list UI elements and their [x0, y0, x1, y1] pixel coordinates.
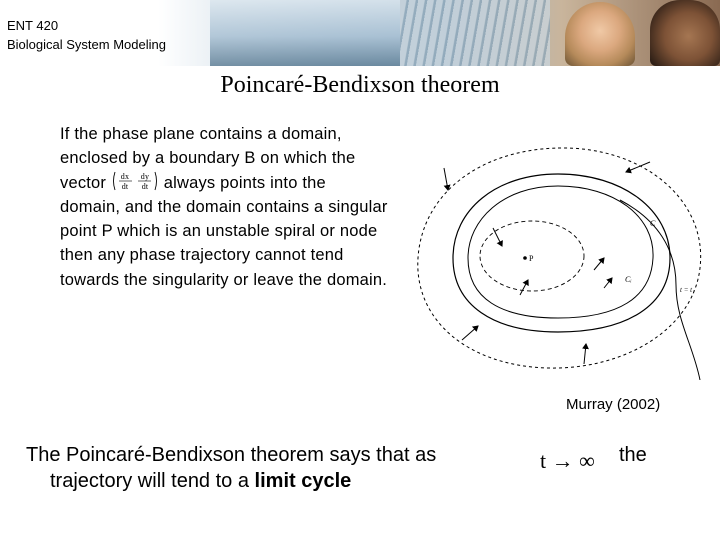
limit-expression-text: t → ∞: [540, 448, 595, 473]
vector-arrow-8: [604, 278, 612, 288]
course-name: Biological System Modeling: [7, 37, 166, 52]
header-banner: [0, 0, 720, 66]
conclusion-text: [26, 442, 436, 494]
singular-point-p: [523, 256, 527, 260]
phase-plane-diagram: [408, 140, 720, 380]
course-code: ENT 420: [7, 18, 59, 33]
vector-dx-dy-icon: [111, 170, 159, 192]
header-photo-sky: [210, 0, 400, 66]
limit-cycle-term: limit cycle: [254, 470, 352, 492]
vector-arrow-5: [493, 228, 502, 246]
conclusion-line-2-prefix: trajectory will tend to a: [50, 470, 249, 492]
header-photo-person-1: [565, 2, 635, 66]
figure-credit: Murray (2002): [566, 396, 661, 413]
conclusion-line-2: [26, 468, 436, 494]
vector-arrow-7: [520, 280, 528, 295]
theorem-statement: [60, 122, 390, 292]
outer-curve-c: [453, 174, 670, 332]
statement-part-1: If the phase plane contains a domain, enclosed by a boundary B on which the vector: [60, 125, 356, 192]
vector-dt-1: dt: [121, 182, 129, 192]
limit-expression: [538, 444, 614, 474]
header-photo-person-2: [650, 0, 720, 66]
boundary-curve-b: [418, 148, 701, 368]
label-p: P: [529, 254, 534, 263]
vector-dx: dx: [120, 172, 130, 182]
statement-part-2: always points into the domain, and the domain contains a singular point P which is an unstable spiral or node then any phase trajectory cannot tend towards the singularity or leave the domain.: [60, 173, 388, 289]
label-c: C: [650, 219, 656, 228]
label-t: t = t₁: [680, 286, 695, 294]
vector-arrow-3: [462, 326, 478, 340]
vector-arrow-2: [626, 162, 650, 172]
conclusion-tail: the: [619, 444, 647, 466]
vector-dy: dy: [140, 172, 150, 182]
header-photo-tower: [400, 0, 550, 66]
vector-dt-2: dt: [141, 182, 149, 192]
vector-arrow-1: [444, 168, 448, 190]
vector-arrow-6: [594, 258, 604, 270]
conclusion-line-1: The Poincaré-Bendixson theorem says that as: [26, 444, 437, 466]
inner-curve-ci: [468, 186, 653, 318]
slide-title: Poincaré-Bendixson theorem: [220, 72, 500, 98]
label-ci: Cᵢ: [625, 275, 632, 284]
vector-arrow-4: [584, 344, 586, 364]
course-info: [7, 16, 166, 54]
